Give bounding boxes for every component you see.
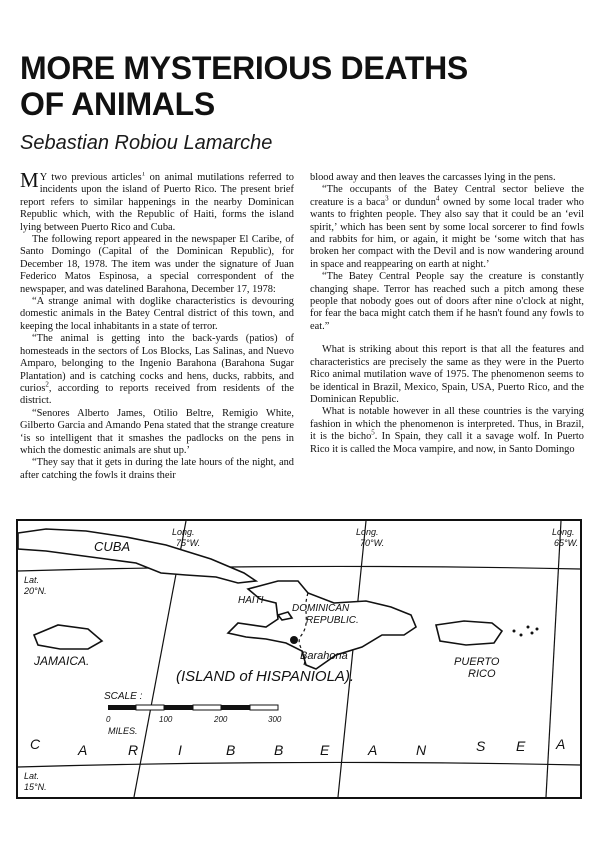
label-lat-20-b: 20°N.: [24, 586, 47, 596]
title-line-1: MORE MYSTERIOUS DEATHS: [20, 50, 468, 86]
label-lat-15-a: Lat.: [24, 771, 40, 781]
island-dot: [536, 628, 539, 631]
label-puerto: PUERTO: [454, 656, 500, 668]
paragraph-text: Y two previous articles: [39, 172, 142, 183]
island-dot: [527, 626, 530, 629]
sea-letter: R: [128, 742, 139, 758]
island-dot: [513, 630, 516, 633]
left-column: [20, 172, 294, 517]
paragraph: blood away and then leaves the carcasses lying in the pens.: [310, 172, 556, 183]
island-dot: [531, 632, 534, 635]
footnote-ref: 2: [45, 380, 49, 389]
footnote-ref: 1: [141, 172, 146, 178]
drop-cap: M: [20, 172, 39, 192]
sea-letter: C: [30, 736, 41, 752]
sea-letter: A: [368, 742, 378, 758]
sea-letter: A: [556, 736, 566, 752]
paragraph: “The Batey Central People say the creature is constantly changing shape. Terror has reached such a pitch among these people that nobody goes out of doors after nine o'clock at night, for fear the baca might catch them if he hasn't found any fowls to eat.”: [310, 271, 584, 332]
article-author: Sebastian Robiou Lamarche: [20, 132, 273, 154]
sea-letter: B: [274, 742, 284, 758]
paragraph: The following report appeared in the newspaper El Caribe, of Santo Domingo (Capital of the Dominican Republic), for December 18, 1978. The item was under the signature of Juan Federico Matos Espinosa, a special correspondent of the newspaper, and was datelined Barahona, December 17, 1978:: [20, 234, 294, 295]
sea-letter: E: [320, 742, 330, 758]
label-lat-15-b: 15°N.: [24, 782, 47, 792]
label-barahona: Barahona: [300, 650, 348, 662]
footnote-ref: 3: [385, 194, 389, 203]
article-title: [20, 50, 580, 122]
label-jamaica: JAMAICA.: [34, 654, 90, 668]
footnote-ref: 4: [435, 194, 440, 203]
right-column: [310, 172, 584, 517]
paragraph-text: or dundun: [388, 196, 436, 208]
label-long-75-b: 75°W.: [176, 538, 201, 548]
scale-tick-300: 300: [268, 715, 282, 724]
barahona-marker: [290, 636, 298, 644]
title-line-2: OF ANIMALS: [20, 86, 215, 122]
paragraph: “A strange animal with doglike characteristics is devouring domestic animals in the Batey Central district of this town, and keeping the local inhabitants in a state of terror.: [20, 296, 294, 332]
paragraph: What is striking about this report is that all the features and characteristics are precisely the same as they were in the Puerto Rico animal mutilation wave of 1975. The phenomenon seems to be identical in Brazil, Mexico, Spain, USA, Puerto Rico, and the Dominican Republic.: [310, 344, 584, 405]
paragraph-text: on animal mutilations referred to incidents upon the island of Puerto Rico. The present brief report refers to similar happenings in the nearby Dominican Republic which, with the Republic of Haiti, forms the island lying between Puerto Rico and Cuba.: [20, 172, 294, 233]
paragraph: [310, 406, 584, 456]
scale-tick-0: 0: [106, 715, 111, 724]
puerto-rico-landmass: [436, 621, 502, 645]
sea-letter: S: [476, 738, 486, 754]
paragraph: [310, 184, 584, 271]
label-dominican: DOMINICAN: [292, 603, 350, 614]
paragraph-text: What is notable however in all these countries is the varying fashion in which the phenomenon is interpreted. Thus, in Brazil, it is the bicho: [310, 406, 584, 443]
scale-bar-segment: [136, 705, 164, 710]
paragraph-text: . In Spain, they call it a savage wolf. In Puerto Rico it is called the Moca vampire, and now, in Santo Domingo: [310, 431, 584, 455]
sea-letter: I: [178, 742, 182, 758]
paragraph-text: “The occupants of the Batey Central sector believe the creature is a baca: [310, 184, 584, 208]
paragraph-intro: [20, 172, 294, 234]
footnote-ref: 5: [371, 428, 375, 437]
paragraph-text: owned by some local trader who wants to frighten people. They also say that it could be an ‘evil spirit,’ which has been sent by some local sorcerer to find fowls and rabbits for him, or again, it might be ‘some witch that has broken her compact with the Devil and is now wandering around in space and reappearing on earth at night.’: [310, 196, 584, 270]
label-long-70-a: Long.: [356, 527, 379, 537]
paragraph: [20, 333, 294, 407]
scale-label: SCALE :: [104, 691, 143, 702]
scale-units: MILES.: [108, 726, 138, 736]
label-long-75-a: Long.: [172, 527, 195, 537]
label-republic: REPUBLIC.: [306, 615, 359, 626]
paragraph: “Senores Alberto James, Otilio Beltre, Remigio White, Gilberto Garcia and Amando Pena stated that the strange creature ‘is so intelligent that it smashes the padlocks on the pens in which the domestic animals are shut up.’: [20, 407, 294, 456]
label-rico: RICO: [468, 668, 496, 680]
label-haiti: HAITI: [238, 595, 264, 606]
label-long-65-a: Long.: [552, 527, 575, 537]
label-lat-20-a: Lat.: [24, 575, 40, 585]
label-long-65-b: 65°W.: [554, 538, 579, 548]
sea-letter: E: [516, 738, 526, 754]
scale-bar-segment: [193, 705, 221, 710]
scale-bar-segment: [250, 705, 278, 710]
sea-letter: A: [78, 742, 88, 758]
label-long-70-b: 70°W.: [360, 538, 385, 548]
scale-tick-200: 200: [214, 715, 228, 724]
paragraph-text: , according to reports received from residents of the district.: [20, 382, 294, 407]
paragraph: “They say that it gets in during the late hours of the night, and after catching the fowls it drains their: [20, 457, 294, 481]
paragraph-text: “The animal is getting into the back-yards (patios) of homesteads in the sectors of Los Blocks, Las Salinas, and Nuevo Amparo, belonging to the Ingenio Barahona (Barahona Sugar Plantation) and is catching cocks and hens, ducks, rabbits, and curios: [20, 333, 294, 394]
caribbean-map: [16, 519, 582, 799]
label-cuba: CUBA: [94, 539, 131, 554]
label-hispaniola: (ISLAND of HISPANIOLA).: [176, 668, 355, 685]
sea-letter: N: [416, 742, 427, 758]
scale-tick-100: 100: [159, 715, 173, 724]
sea-letter: B: [226, 742, 236, 758]
island-dot: [520, 634, 523, 637]
